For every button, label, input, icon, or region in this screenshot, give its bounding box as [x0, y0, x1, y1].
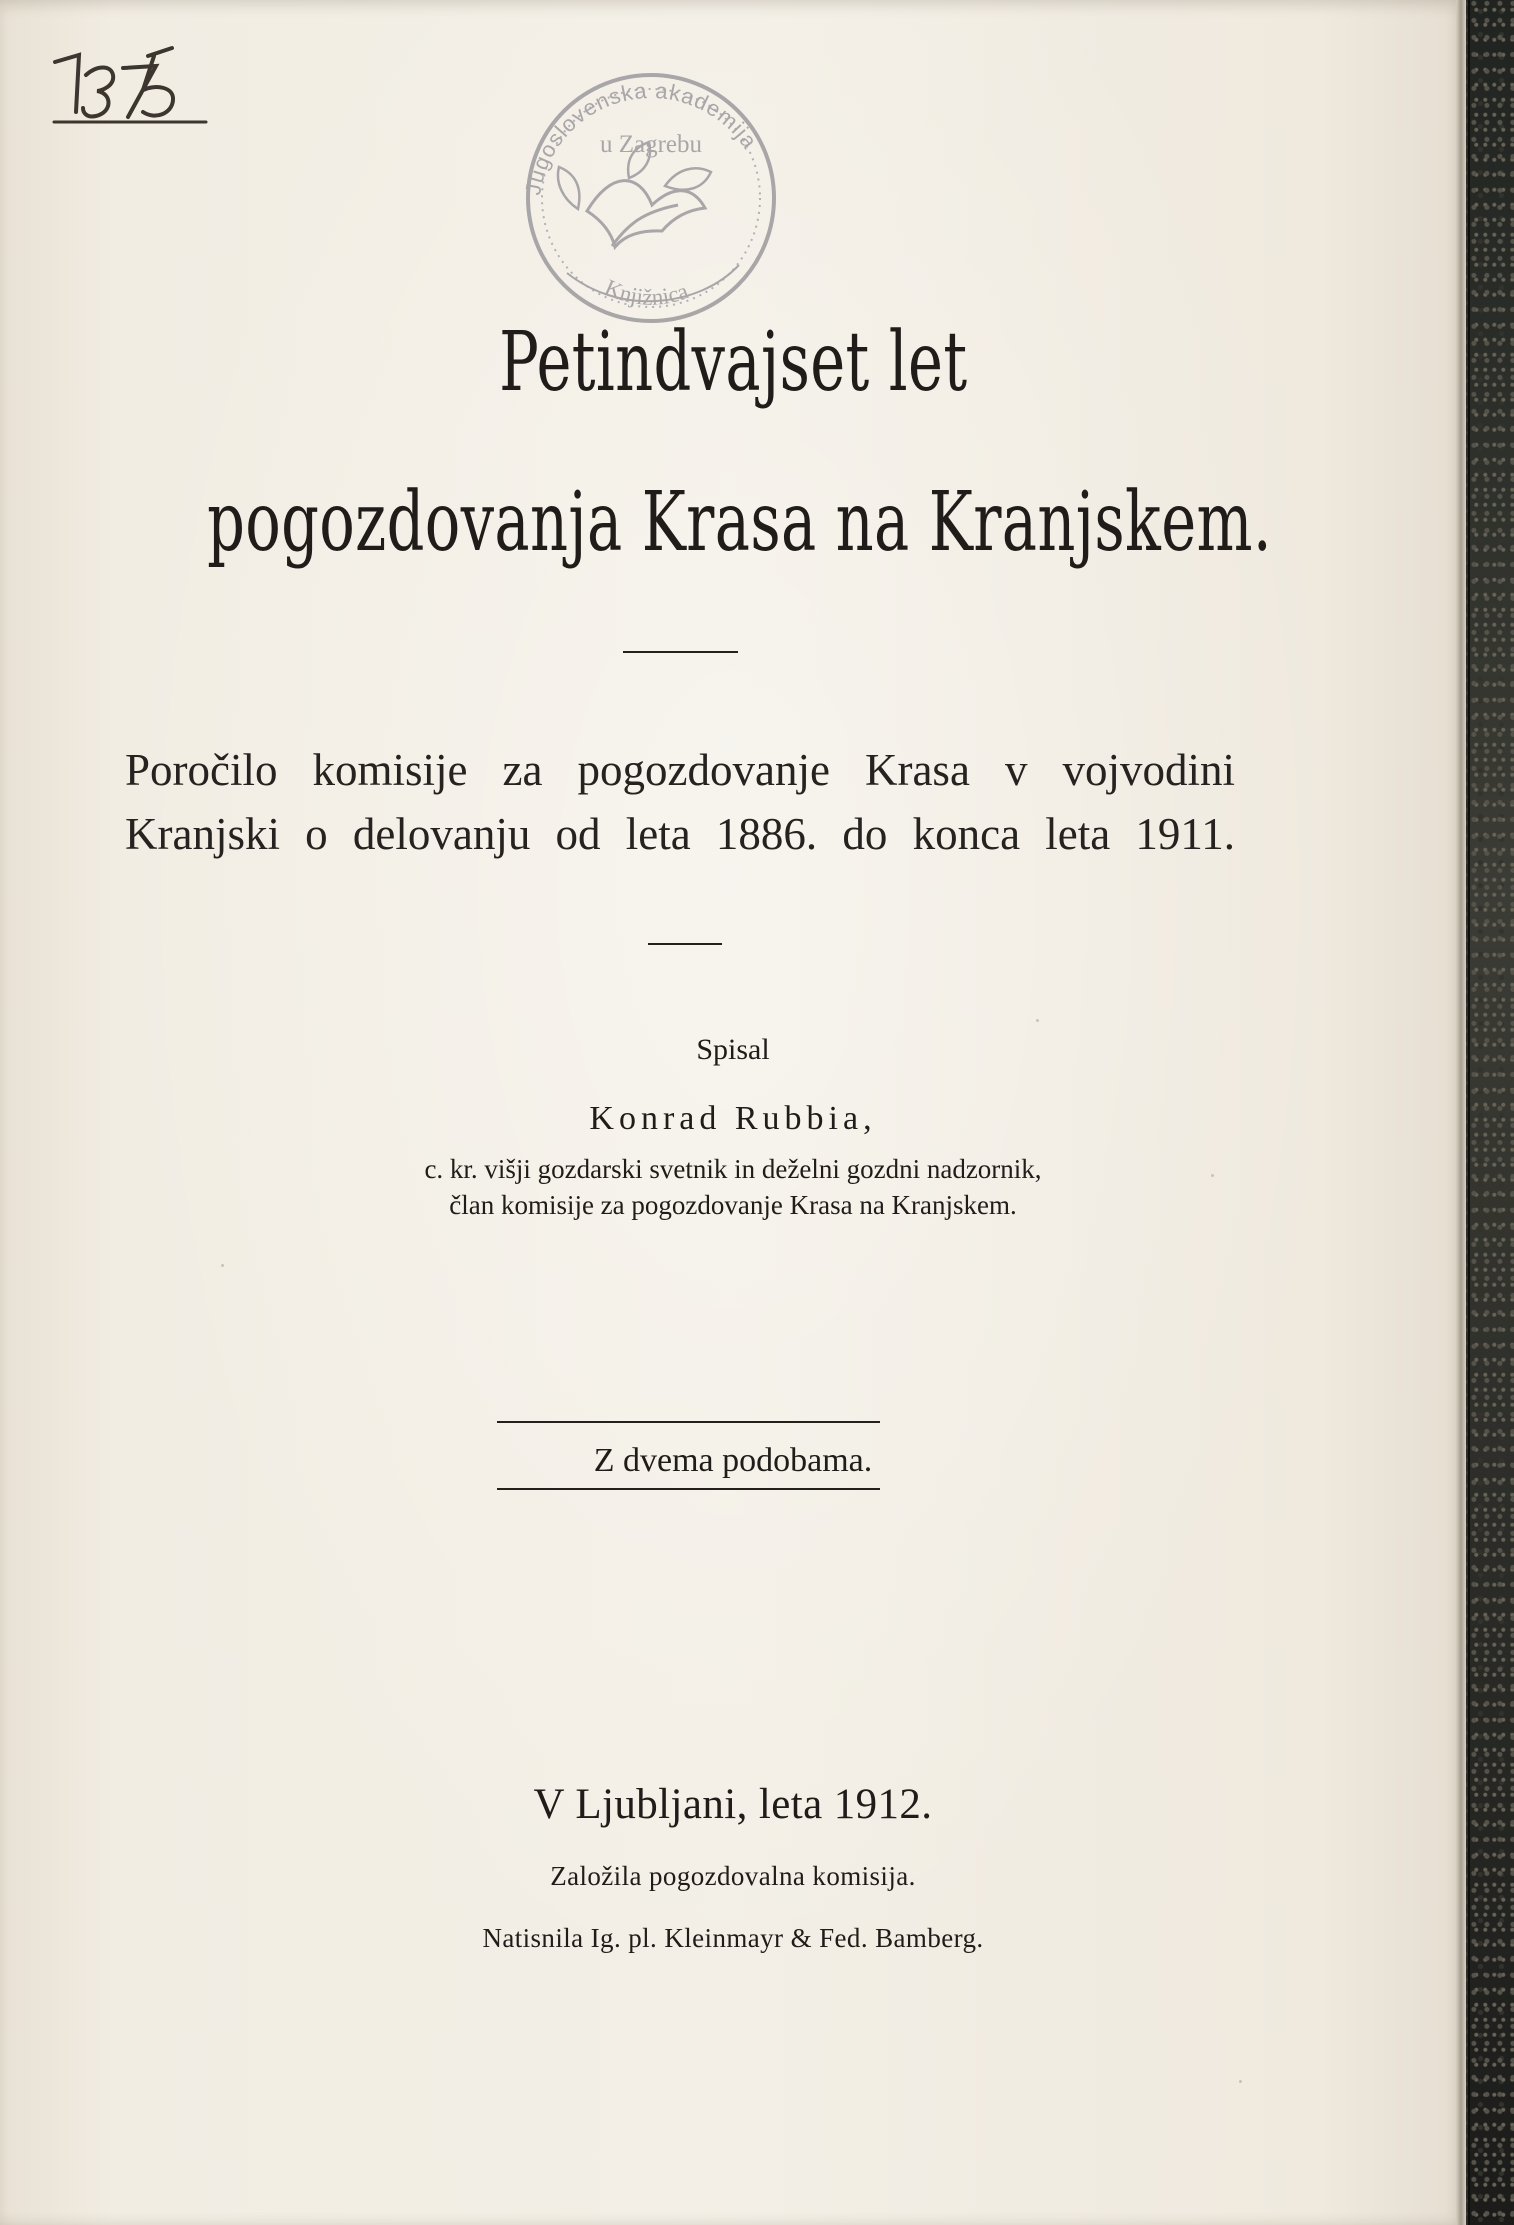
stamp-bottom-text: Knjižnica [600, 274, 692, 310]
subtitle-line-one: Poročilo komisije za pogozdovanje Krasa v vojvodini [125, 745, 1235, 795]
publisher-line: Založila pogozdovalna komisija. [550, 1861, 916, 1891]
title-line-one-text: Petindvajset let [498, 315, 968, 410]
illustration-note-bottom-rule [497, 1488, 880, 1490]
illustration-note-top-rule [497, 1421, 880, 1423]
author-position-line-two: član komisije za pogozdovanje Krasa na Kranjskem. [449, 1190, 1017, 1220]
paper-speck [1211, 1174, 1214, 1177]
report-subtitle [125, 738, 1235, 866]
stamp-top-text: Jugoslovenska akademija [520, 77, 763, 197]
handwritten-number [52, 28, 212, 126]
stamp-center-text: u Zagrebu [599, 131, 703, 158]
svg-text:Knjižnica [601, 275, 691, 310]
subtitle-divider [648, 943, 722, 945]
paper-speck [1239, 2080, 1242, 2083]
paper-speck [1036, 1019, 1039, 1022]
author-position-line-one: c. kr. višji gozdarski svetnik in deželni gozdni nadzornik, [424, 1154, 1042, 1184]
author-name: Konrad Rubbia, [589, 1100, 877, 1137]
subtitle-line-two: Kranjski o delovanju od leta 1886. do konca leta 1911. [125, 809, 1235, 859]
library-stamp [475, 60, 827, 350]
place-and-year: V Ljubljani, leta 1912. [533, 1781, 933, 1828]
illustrations-note: Z dvema podobama. [593, 1442, 873, 1479]
title-line-two [0, 474, 1466, 572]
title-line-two-text: pogozdovanja Krasa na Kranjskem. [207, 475, 1272, 570]
title-line-one [0, 314, 1466, 412]
printer-line: Natisnila Ig. pl. Kleinmayr & Fed. Bamberg. [482, 1923, 984, 1953]
written-by-label: Spisal [696, 1033, 770, 1066]
title-divider [623, 651, 738, 653]
paper-speck [221, 1264, 224, 1267]
book-binding [1468, 0, 1514, 2225]
